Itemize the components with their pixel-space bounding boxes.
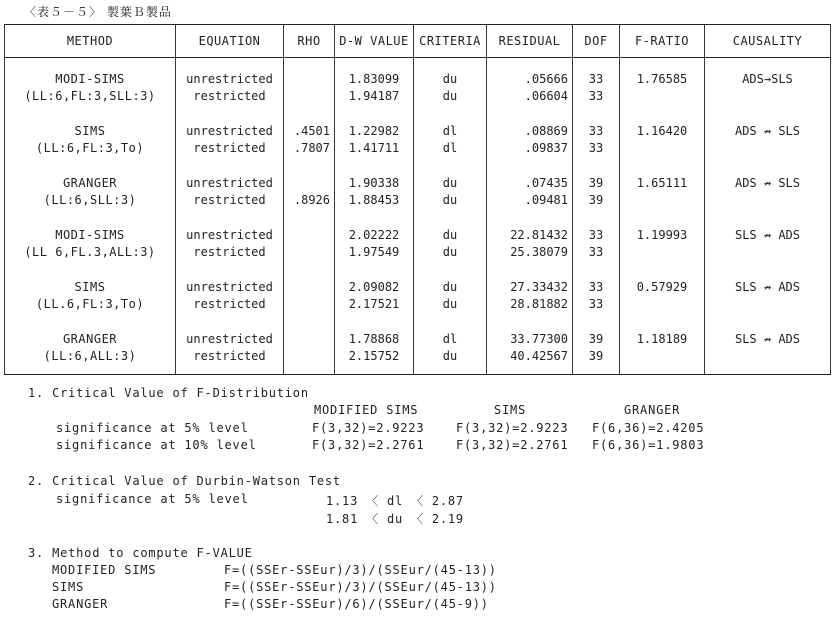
- rho-cell: .7807: [284, 139, 335, 156]
- criteria-cell: du: [414, 191, 487, 208]
- dw-value-cell: 1.78868: [335, 330, 414, 347]
- rho-cell: [284, 330, 335, 347]
- table-row: [5, 295, 831, 312]
- rho-cell: .4501: [284, 122, 335, 139]
- dw-value-cell: 1.41711: [335, 139, 414, 156]
- note1-row2-v1: F(3,32)=2.2761: [312, 438, 425, 452]
- dof-cell: 39: [573, 174, 620, 191]
- spacer-row: [5, 208, 831, 226]
- note3-name-sims: SIMS: [52, 580, 85, 594]
- spacer-row: [5, 156, 831, 174]
- causality-cell: [705, 139, 831, 156]
- f-ratio-cell: 1.76585: [620, 58, 705, 88]
- table-row: [5, 226, 831, 243]
- note1-row1-label: significance at 5% level: [56, 421, 249, 435]
- rho-cell: [284, 278, 335, 295]
- residual-cell: 40.42567: [487, 347, 573, 375]
- spacer-cell: [620, 312, 705, 330]
- causality-cell: [705, 191, 831, 208]
- spacer-cell: [5, 208, 176, 226]
- table-caption: 〈表５－５〉 製葉Ｂ製品: [24, 5, 172, 19]
- dw-value-cell: 1.90338: [335, 174, 414, 191]
- spacer-cell: [620, 104, 705, 122]
- header-dw-value: D-W VALUE: [335, 25, 414, 58]
- dw-value-cell: 1.88453: [335, 191, 414, 208]
- spacer-cell: [335, 260, 414, 278]
- dof-cell: 39: [573, 347, 620, 375]
- spacer-cell: [176, 156, 284, 174]
- f-ratio-cell: 0.57929: [620, 278, 705, 295]
- note2-label: significance at 5% level: [56, 492, 249, 506]
- causality-cell: ADS ↛ SLS: [705, 122, 831, 139]
- spacer-cell: [705, 208, 831, 226]
- dof-cell: 33: [573, 278, 620, 295]
- causality-cell: SLS ↛ ADS: [705, 226, 831, 243]
- note1-row2-v3: F(6,36)=1.9803: [592, 438, 705, 452]
- criteria-cell: du: [414, 243, 487, 260]
- rho-cell: [284, 295, 335, 312]
- results-table: [4, 24, 831, 375]
- dw-value-cell: 2.09082: [335, 278, 414, 295]
- spacer-cell: [5, 312, 176, 330]
- rho-cell: [284, 226, 335, 243]
- criteria-cell: du: [414, 278, 487, 295]
- header-causality: CAUSALITY: [705, 25, 831, 58]
- method-cell: (LL:6,FL:3,SLL:3): [5, 87, 176, 104]
- header-row: [5, 25, 831, 58]
- criteria-cell: du: [414, 58, 487, 88]
- spacer-cell: [414, 260, 487, 278]
- spacer-cell: [414, 156, 487, 174]
- rho-cell: [284, 58, 335, 88]
- spacer-cell: [176, 104, 284, 122]
- spacer-cell: [414, 104, 487, 122]
- dw-value-cell: 1.97549: [335, 243, 414, 260]
- dof-cell: 39: [573, 191, 620, 208]
- note3-formula-sims: F=((SSEr-SSEur)/3)/(SSEur/(45-13)): [224, 580, 497, 594]
- spacer-row: [5, 260, 831, 278]
- table-row: [5, 58, 831, 88]
- note2-du-range: 1.81 〈 du 〈 2.19: [326, 512, 464, 526]
- method-cell: SIMS: [5, 278, 176, 295]
- note3-formula-modified-sims: F=((SSEr-SSEur)/3)/(SSEur/(45-13)): [224, 563, 497, 577]
- equation-cell: unrestricted: [176, 330, 284, 347]
- equation-cell: unrestricted: [176, 122, 284, 139]
- causality-cell: SLS ↛ ADS: [705, 330, 831, 347]
- criteria-cell: dl: [414, 330, 487, 347]
- note1-row1-v3: F(6,36)=2.4205: [592, 421, 705, 435]
- spacer-cell: [284, 104, 335, 122]
- spacer-cell: [620, 156, 705, 174]
- equation-cell: restricted: [176, 139, 284, 156]
- residual-cell: .08869: [487, 122, 573, 139]
- equation-cell: restricted: [176, 87, 284, 104]
- spacer-cell: [414, 208, 487, 226]
- f-ratio-cell: [620, 347, 705, 375]
- table-row: [5, 243, 831, 260]
- criteria-cell: du: [414, 174, 487, 191]
- dw-value-cell: 2.02222: [335, 226, 414, 243]
- spacer-cell: [335, 156, 414, 174]
- table-row: [5, 191, 831, 208]
- method-cell: (LL 6,FL.3,ALL:3): [5, 243, 176, 260]
- dw-value-cell: 1.22982: [335, 122, 414, 139]
- equation-cell: unrestricted: [176, 174, 284, 191]
- table-row: [5, 330, 831, 347]
- spacer-cell: [284, 260, 335, 278]
- note3-name-granger: GRANGER: [52, 597, 109, 611]
- header-equation: EQUATION: [176, 25, 284, 58]
- note3-title: 3. Method to compute F-VALUE: [28, 546, 253, 560]
- method-cell: (LL:6,SLL:3): [5, 191, 176, 208]
- method-cell: GRANGER: [5, 174, 176, 191]
- residual-cell: .06604: [487, 87, 573, 104]
- note1-row1-v2: F(3,32)=2.9223: [456, 421, 569, 435]
- f-ratio-cell: [620, 191, 705, 208]
- note1-row2-v2: F(3,32)=2.2761: [456, 438, 569, 452]
- criteria-cell: du: [414, 347, 487, 375]
- method-cell: GRANGER: [5, 330, 176, 347]
- table-row: [5, 87, 831, 104]
- header-criteria: CRITERIA: [414, 25, 487, 58]
- note1-row2-label: significance at 10% level: [56, 438, 257, 452]
- spacer-cell: [414, 312, 487, 330]
- spacer-cell: [620, 260, 705, 278]
- residual-cell: 33.77300: [487, 330, 573, 347]
- dof-cell: 33: [573, 122, 620, 139]
- header-dof: DOF: [573, 25, 620, 58]
- spacer-cell: [620, 208, 705, 226]
- spacer-cell: [284, 156, 335, 174]
- method-cell: (LL:6,FL:3,To): [5, 139, 176, 156]
- causality-cell: [705, 243, 831, 260]
- f-ratio-cell: [620, 87, 705, 104]
- causality-cell: ADS→SLS: [705, 58, 831, 88]
- f-ratio-cell: [620, 243, 705, 260]
- residual-cell: .09837: [487, 139, 573, 156]
- equation-cell: restricted: [176, 295, 284, 312]
- method-cell: MODI-SIMS: [5, 226, 176, 243]
- note3-formula-granger: F=((SSEr-SSEur)/6)/(SSEur/(45-9)): [224, 597, 489, 611]
- method-cell: MODI-SIMS: [5, 58, 176, 88]
- f-ratio-cell: 1.19993: [620, 226, 705, 243]
- spacer-cell: [176, 208, 284, 226]
- spacer-cell: [487, 312, 573, 330]
- residual-cell: .09481: [487, 191, 573, 208]
- equation-cell: restricted: [176, 191, 284, 208]
- table-row: [5, 347, 831, 375]
- method-cell: (LL.6,FL:3,To): [5, 295, 176, 312]
- spacer-cell: [487, 260, 573, 278]
- spacer-cell: [284, 208, 335, 226]
- f-ratio-cell: [620, 295, 705, 312]
- equation-cell: unrestricted: [176, 58, 284, 88]
- rho-cell: [284, 174, 335, 191]
- note1-title: 1. Critical Value of F-Distribution: [28, 386, 309, 400]
- spacer-cell: [284, 312, 335, 330]
- f-ratio-cell: 1.65111: [620, 174, 705, 191]
- header-f-ratio: F-RATIO: [620, 25, 705, 58]
- equation-cell: restricted: [176, 243, 284, 260]
- table-body: [5, 58, 831, 375]
- criteria-cell: dl: [414, 122, 487, 139]
- spacer-cell: [335, 208, 414, 226]
- f-ratio-cell: 1.18189: [620, 330, 705, 347]
- residual-cell: .07435: [487, 174, 573, 191]
- note1-col-granger: GRANGER: [624, 403, 681, 417]
- note1-col-sims: SIMS: [494, 403, 527, 417]
- residual-cell: 28.81882: [487, 295, 573, 312]
- dw-value-cell: 2.15752: [335, 347, 414, 375]
- method-cell: (LL:6,ALL:3): [5, 347, 176, 375]
- spacer-cell: [5, 156, 176, 174]
- dof-cell: 33: [573, 58, 620, 88]
- dof-cell: 33: [573, 295, 620, 312]
- spacer-cell: [5, 104, 176, 122]
- note3-name-modified-sims: MODIFIED SIMS: [52, 563, 157, 577]
- rho-cell: [284, 87, 335, 104]
- spacer-cell: [573, 312, 620, 330]
- criteria-cell: du: [414, 226, 487, 243]
- residual-cell: 27.33432: [487, 278, 573, 295]
- dof-cell: 33: [573, 226, 620, 243]
- spacer-cell: [705, 260, 831, 278]
- criteria-cell: du: [414, 295, 487, 312]
- spacer-cell: [705, 104, 831, 122]
- table-row: [5, 122, 831, 139]
- table-row: [5, 174, 831, 191]
- f-ratio-cell: [620, 139, 705, 156]
- note2-dl-range: 1.13 〈 dl 〈 2.87: [326, 494, 464, 508]
- dof-cell: 39: [573, 330, 620, 347]
- equation-cell: unrestricted: [176, 226, 284, 243]
- dof-cell: 33: [573, 243, 620, 260]
- spacer-row: [5, 312, 831, 330]
- dof-cell: 33: [573, 87, 620, 104]
- rho-cell: [284, 243, 335, 260]
- spacer-cell: [573, 208, 620, 226]
- note1-col-modified-sims: MODIFIED SIMS: [314, 403, 419, 417]
- causality-cell: [705, 295, 831, 312]
- table-row: [5, 278, 831, 295]
- dw-value-cell: 1.83099: [335, 58, 414, 88]
- rho-cell: .8926: [284, 191, 335, 208]
- causality-cell: ADS ↛ SLS: [705, 174, 831, 191]
- spacer-cell: [5, 260, 176, 278]
- spacer-cell: [335, 104, 414, 122]
- spacer-cell: [487, 208, 573, 226]
- dw-value-cell: 1.94187: [335, 87, 414, 104]
- residual-cell: 22.81432: [487, 226, 573, 243]
- equation-cell: restricted: [176, 347, 284, 375]
- spacer-cell: [705, 156, 831, 174]
- criteria-cell: dl: [414, 139, 487, 156]
- method-cell: SIMS: [5, 122, 176, 139]
- spacer-cell: [487, 156, 573, 174]
- f-ratio-cell: 1.16420: [620, 122, 705, 139]
- residual-cell: .05666: [487, 58, 573, 88]
- spacer-cell: [487, 104, 573, 122]
- criteria-cell: du: [414, 87, 487, 104]
- causality-cell: [705, 87, 831, 104]
- note2-title: 2. Critical Value of Durbin-Watson Test: [28, 474, 341, 488]
- header-rho: RHO: [284, 25, 335, 58]
- spacer-cell: [176, 260, 284, 278]
- header-residual: RESIDUAL: [487, 25, 573, 58]
- rho-cell: [284, 347, 335, 375]
- spacer-cell: [705, 312, 831, 330]
- dw-value-cell: 2.17521: [335, 295, 414, 312]
- header-method: METHOD: [5, 25, 176, 58]
- note1-row1-v1: F(3,32)=2.9223: [312, 421, 425, 435]
- causality-cell: SLS ↛ ADS: [705, 278, 831, 295]
- spacer-row: [5, 104, 831, 122]
- spacer-cell: [573, 104, 620, 122]
- table-row: [5, 139, 831, 156]
- dof-cell: 33: [573, 139, 620, 156]
- spacer-cell: [176, 312, 284, 330]
- causality-cell: [705, 347, 831, 375]
- spacer-cell: [573, 156, 620, 174]
- equation-cell: unrestricted: [176, 278, 284, 295]
- spacer-cell: [335, 312, 414, 330]
- spacer-cell: [573, 260, 620, 278]
- residual-cell: 25.38079: [487, 243, 573, 260]
